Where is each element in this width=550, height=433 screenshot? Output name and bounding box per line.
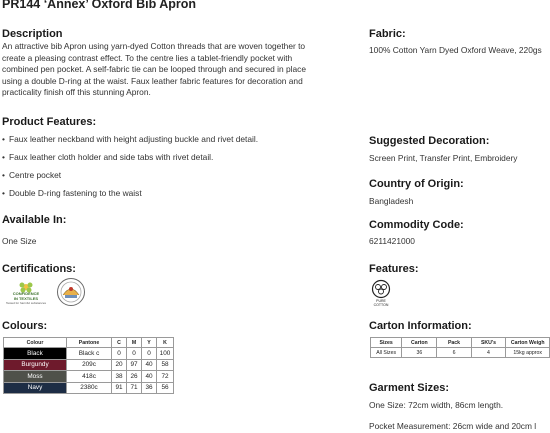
table-row <box>4 359 174 371</box>
oeko-line: IN TEXTILES <box>13 295 39 301</box>
table-cell: 38 <box>112 371 127 383</box>
description-line: combined pen pocket. A self-fabric tie can be looped through and secured in place <box>2 64 307 74</box>
column-header: Y <box>142 338 157 348</box>
description-line: create a pleasing contrast effect. To the centre lies a tablet-friendly pocket with <box>2 52 293 63</box>
table-cell: 56 <box>157 382 174 394</box>
country-of-origin-value: Bangladesh <box>369 196 414 206</box>
column-header: Carton <box>402 338 437 348</box>
column-header: Colour <box>4 338 67 348</box>
commodity-code-heading: Commodity Code: <box>369 219 464 231</box>
table-cell: 100 <box>157 348 174 360</box>
table-cell: 36 <box>402 348 437 358</box>
list-item <box>2 134 258 146</box>
table-cell: 6 <box>437 348 471 358</box>
list-item <box>2 188 258 200</box>
commodity-code-value: 6211421000 <box>369 236 415 246</box>
suggested-decoration-value: Screen Print, Transfer Print, Embroidery <box>369 153 518 163</box>
certifications-heading: Certifications: <box>2 263 76 275</box>
colours-table <box>3 337 174 394</box>
table-cell: All Sizes <box>371 348 402 358</box>
description-line: practicality finish off this stunning Apron. <box>2 87 151 97</box>
bullet: • <box>2 188 5 198</box>
bullet: • <box>2 152 5 162</box>
carton-information-heading: Carton Information: <box>369 320 472 332</box>
oeko-line: Tested for harmful substances <box>5 301 47 305</box>
description-line: using a double D-ring at the waist. Faux leather fabric features for decoration and <box>2 75 303 86</box>
feature-text: Centre pocket <box>9 170 62 180</box>
table-cell: 20 <box>112 359 127 371</box>
column-header: SKU's <box>471 338 506 348</box>
column-header: Pantone <box>67 338 112 348</box>
garment-pocket: Pocket Measurement: 26cm wide and 20cm l <box>369 421 537 431</box>
table-cell: 72 <box>157 371 174 383</box>
table-cell: 36 <box>142 382 157 394</box>
table-cell: 40 <box>142 371 157 383</box>
product-features-heading: Product Features: <box>2 116 97 128</box>
carton-table <box>370 337 550 358</box>
garment-sizes-heading: Garment Sizes: <box>369 382 450 394</box>
description-text <box>2 41 306 99</box>
description-line: An attractive bib Apron using yarn-dyed Cotton threads that are woven together to <box>2 41 306 51</box>
fabric-value: 100% Cotton Yarn Dyed Oxford Weave, 220gs <box>369 45 542 55</box>
product-features-list <box>2 134 258 206</box>
carton-table-wrapper <box>370 337 550 358</box>
features-heading: Features: <box>369 263 419 275</box>
table-cell: 418c <box>67 371 112 383</box>
table-row <box>371 348 550 358</box>
column-header: Carton Weigh <box>506 338 550 348</box>
table-cell: 15kg approx <box>506 348 550 358</box>
table-header-row <box>371 338 550 348</box>
colour-swatch-burgundy: Burgundy <box>4 359 67 371</box>
suggested-decoration-heading: Suggested Decoration: <box>369 135 490 147</box>
column-header: M <box>127 338 142 348</box>
colours-heading: Colours: <box>2 320 48 332</box>
table-row <box>4 348 174 360</box>
column-header: K <box>157 338 174 348</box>
table-row <box>4 371 174 383</box>
available-in-heading: Available In: <box>2 214 67 226</box>
oeko-line: CONFIDENCE <box>12 291 40 296</box>
colour-swatch-black: Black <box>4 348 67 360</box>
table-cell: 97 <box>127 359 142 371</box>
table-cell: 4 <box>471 348 506 358</box>
table-cell: 209c <box>67 359 112 371</box>
pure-cotton-line: PURE <box>376 299 386 303</box>
table-cell: 2380c <box>67 382 112 394</box>
list-item <box>2 152 258 164</box>
certification-seal-icon <box>56 277 86 307</box>
oeko-tex-logo <box>2 279 50 307</box>
colour-swatch-navy: Navy <box>4 382 67 394</box>
table-row <box>4 382 174 394</box>
table-cell: 58 <box>157 359 174 371</box>
fabric-heading: Fabric: <box>369 28 406 40</box>
table-cell: 0 <box>142 348 157 360</box>
table-cell: 40 <box>142 359 157 371</box>
table-cell: 0 <box>112 348 127 360</box>
pure-cotton-line: COTTON <box>373 303 389 307</box>
column-header: Sizes <box>371 338 402 348</box>
feature-text: Faux leather cloth holder and side tabs with rivet detail. <box>9 152 214 162</box>
feature-text: Double D-ring fastening to the waist <box>9 188 142 198</box>
pure-cotton-logo <box>369 279 393 309</box>
cotton-flower-icon <box>369 279 393 299</box>
column-header: Pack <box>437 338 471 348</box>
available-in-value: One Size <box>2 236 37 246</box>
table-cell: 71 <box>127 382 142 394</box>
column-header: C <box>112 338 127 348</box>
feature-text: Faux leather neckband with height adjusting buckle and rivet detail. <box>9 134 259 144</box>
garment-one-size: One Size: 72cm width, 86cm length. <box>369 400 504 410</box>
table-cell: 91 <box>112 382 127 394</box>
bullet: • <box>2 170 5 180</box>
bullet: • <box>2 134 5 144</box>
colour-swatch-moss: Moss <box>4 371 67 383</box>
description-heading: Description <box>2 28 63 40</box>
table-header-row <box>4 338 174 348</box>
list-item <box>2 170 258 182</box>
page-title: PR144 ‘Annex’ Oxford Bib Apron <box>2 0 197 11</box>
table-cell: Black c <box>67 348 112 360</box>
country-of-origin-heading: Country of Origin: <box>369 178 464 190</box>
table-cell: 0 <box>127 348 142 360</box>
table-cell: 26 <box>127 371 142 383</box>
